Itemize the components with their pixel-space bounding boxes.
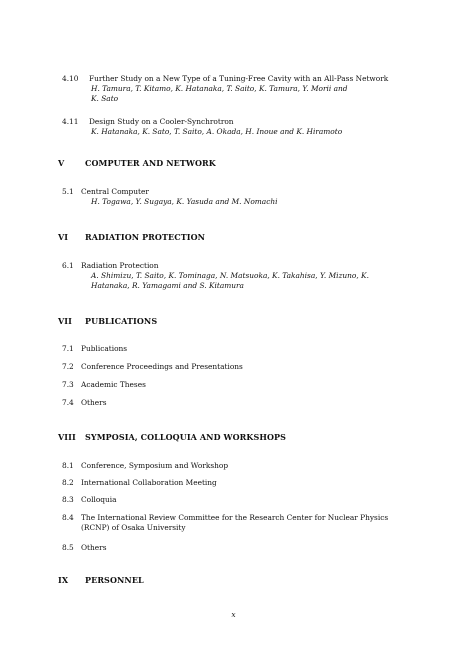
entry-title: International Collaboration Meeting <box>81 478 217 487</box>
entry-authors: H. Togawa, Y. Sugaya, K. Yasuda and M. Nomachi <box>91 197 278 207</box>
entry-title: Colloquia <box>81 495 117 504</box>
section-heading-vii <box>58 316 157 326</box>
section-heading-ix <box>58 575 144 585</box>
entry-title: Central Computer <box>81 187 149 196</box>
entry-number: 5.1 <box>62 187 74 196</box>
section-heading-viii <box>58 432 286 442</box>
entry-title: Publications <box>81 344 128 353</box>
entry-authors: A. Shimizu, T. Saito, K. Tominaga, N. Matsuoka, K. Takahisa, Y. Mizuno, K. Hatanaka, R. Yamagami and S. Kitamura <box>91 271 369 291</box>
entry-number: 4.11 <box>62 117 79 126</box>
entry-title: Further Study on a New Type of a Tuning-Free Cavity with an All-Pass Network <box>89 74 389 83</box>
toc-entry-4-11[interactable] <box>62 117 402 137</box>
toc-entry-8-4[interactable] <box>62 513 402 533</box>
entry-title: Others <box>81 398 107 407</box>
entry-title: Academic Theses <box>81 380 146 389</box>
section-title: PERSONNEL <box>85 575 144 585</box>
entry-number: 7.1 <box>62 344 74 353</box>
section-heading-vi <box>58 232 205 242</box>
entry-authors: H. Tamura, T. Kitamo, K. Hatanaka, T. Saito, K. Tamura, Y. Morii and K. Sato <box>91 84 348 104</box>
toc-entry-6-1[interactable] <box>62 261 402 292</box>
entry-number: 7.3 <box>62 380 74 389</box>
entry-number: 8.4 <box>62 513 74 522</box>
section-roman: IX <box>58 575 69 585</box>
section-title: SYMPOSIA, COLLOQUIA AND WORKSHOPS <box>85 432 287 442</box>
section-title: PUBLICATIONS <box>85 316 158 326</box>
toc-entry-7-3[interactable] <box>62 380 402 390</box>
entry-authors: K. Hatanaka, K. Sato, T. Saito, A. Okada, H. Inoue and K. Hiramoto <box>91 127 343 137</box>
entry-number: 6.1 <box>62 261 74 270</box>
section-title: RADIATION PROTECTION <box>85 232 206 242</box>
toc-entry-7-2[interactable] <box>62 362 402 372</box>
toc-entry-8-2[interactable] <box>62 478 402 488</box>
section-roman: VII <box>58 316 72 326</box>
section-roman: VIII <box>58 432 76 442</box>
entry-number: 8.2 <box>62 478 74 487</box>
entry-title: The International Review Committee for the Research Center for Nuclear Physics (RCNP) of Osaka University <box>81 513 389 533</box>
section-heading-v <box>58 158 216 168</box>
entry-title: Radiation Protection <box>81 261 159 270</box>
toc-entry-8-5[interactable] <box>62 543 402 553</box>
entry-number: 8.3 <box>62 495 74 504</box>
entry-number: 8.5 <box>62 543 74 552</box>
section-title: COMPUTER AND NETWORK <box>85 158 216 168</box>
entry-title: Others <box>81 543 107 552</box>
section-roman: VI <box>58 232 69 242</box>
entry-title: Design Study on a Cooler-Synchrotron <box>89 117 234 126</box>
entry-number: 8.1 <box>62 461 74 470</box>
section-roman: V <box>58 158 65 168</box>
entry-title: Conference, Symposium and Workshop <box>81 461 229 470</box>
page-number: x <box>231 610 236 619</box>
toc-entry-7-4[interactable] <box>62 398 402 408</box>
toc-entry-8-1[interactable] <box>62 461 402 471</box>
entry-number: 7.4 <box>62 398 74 407</box>
entry-number: 4.10 <box>62 74 79 83</box>
entry-number: 7.2 <box>62 362 74 371</box>
toc-entry-4-10[interactable] <box>62 74 402 105</box>
toc-entry-7-1[interactable] <box>62 344 402 354</box>
entry-title: Conference Proceedings and Presentations <box>81 362 243 371</box>
toc-entry-8-3[interactable] <box>62 495 402 505</box>
toc-entry-5-1[interactable] <box>62 187 402 207</box>
